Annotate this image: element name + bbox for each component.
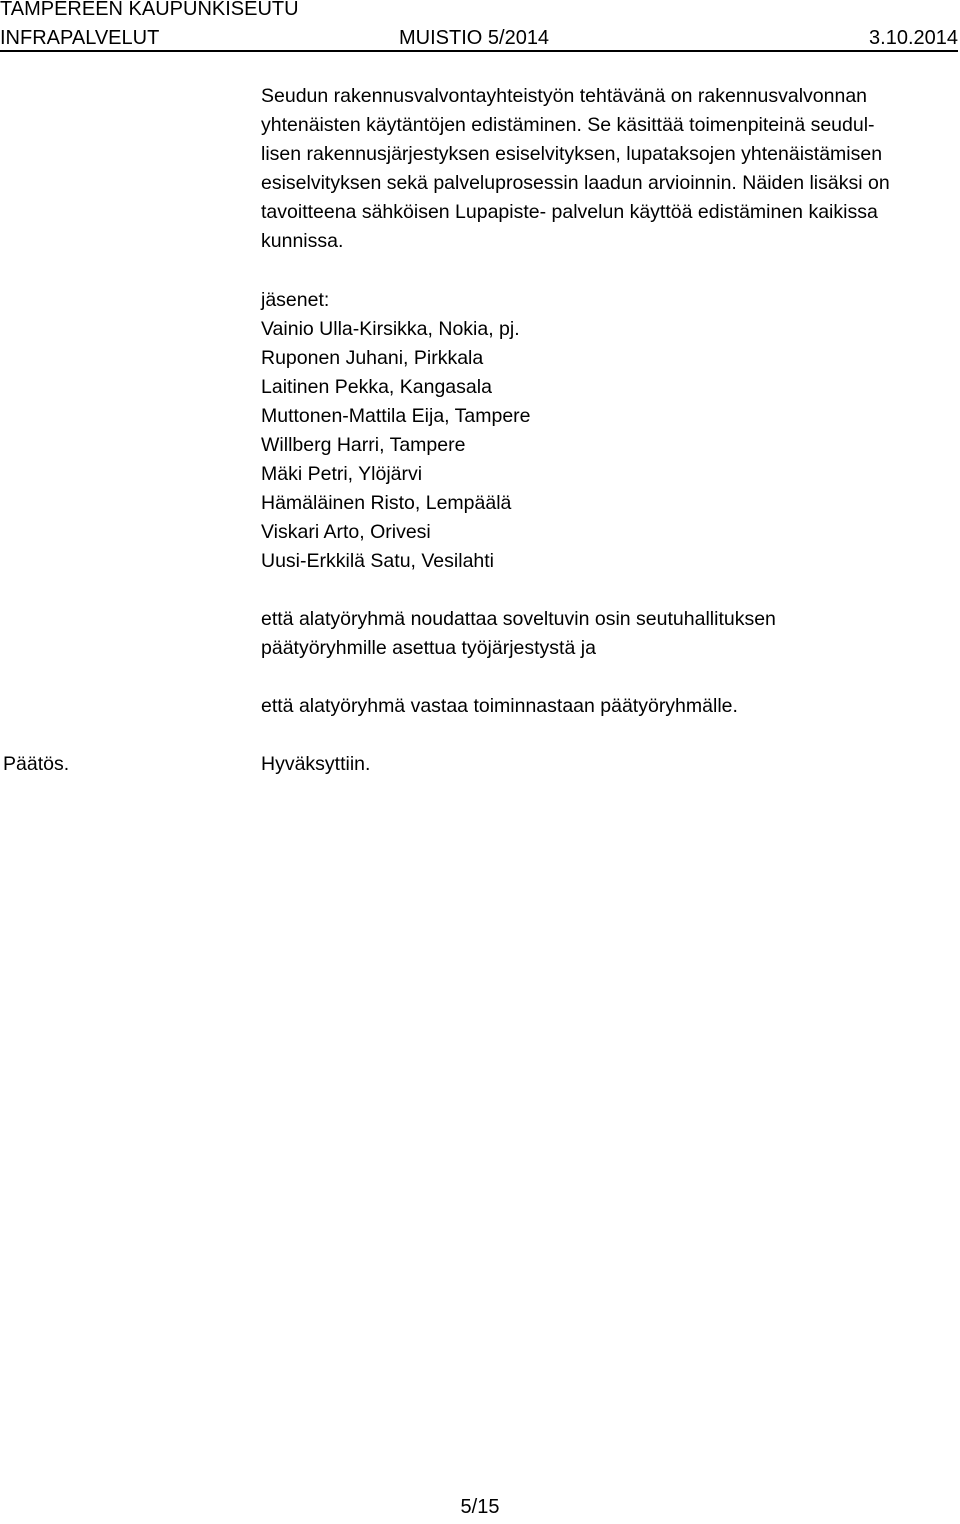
header-organization: TAMPEREEN KAUPUNKISEUTU <box>0 0 299 20</box>
members-list <box>261 315 960 576</box>
header-divider <box>0 50 958 52</box>
intro-line: lisen rakennusjärjestyksen esiselvityksen, lupataksojen yhtenäistämisen <box>261 143 883 165</box>
intro-line: tavoitteena sähköisen Lupapiste- palvelun käyttöä edistäminen kaikissa <box>261 201 878 223</box>
condition-paragraph <box>261 605 960 663</box>
decision-text: Hyväksyttiin. <box>261 753 371 775</box>
condition-line: että alatyöryhmä noudattaa soveltuvin osin seutuhallituksen <box>261 608 776 630</box>
member-item: Laitinen Pekka, Kangasala <box>261 376 492 398</box>
header-document-id: MUISTIO 5/2014 <box>399 27 550 49</box>
member-item: Mäki Petri, Ylöjärvi <box>261 463 423 485</box>
intro-line: yhtenäisten käytäntöjen edistäminen. Se käsittää toimenpiteinä seudul- <box>261 114 875 136</box>
decision-label: Päätös. <box>3 753 70 775</box>
member-item: Willberg Harri, Tampere <box>261 434 466 456</box>
intro-paragraph <box>261 82 960 256</box>
header-department: INFRAPALVELUT <box>0 27 160 49</box>
intro-line: esiselvityksen sekä palveluprosessin laadun arvioinnin. Näiden lisäksi on <box>261 172 890 194</box>
members-label: jäsenet: <box>261 289 330 311</box>
member-item: Vainio Ulla-Kirsikka, Nokia, pj. <box>261 318 520 340</box>
member-item: Muttonen-Mattila Eija, Tampere <box>261 405 531 427</box>
intro-line: Seudun rakennusvalvontayhteistyön tehtävänä on rakennusvalvonnan <box>261 85 868 107</box>
header-date: 3.10.2014 <box>869 27 958 49</box>
member-item: Hämäläinen Risto, Lempäälä <box>261 492 512 514</box>
condition-line: päätyöryhmille asettua työjärjestystä ja <box>261 637 596 659</box>
page-number: 5/15 <box>460 1496 500 1518</box>
member-item: Viskari Arto, Orivesi <box>261 521 431 543</box>
member-item: Ruponen Juhani, Pirkkala <box>261 347 484 369</box>
member-item: Uusi-Erkkilä Satu, Vesilahti <box>261 550 495 572</box>
condition-paragraph: että alatyöryhmä vastaa toiminnastaan päätyöryhmälle. <box>261 695 738 717</box>
header-row <box>0 26 958 52</box>
intro-line: kunnissa. <box>261 230 344 252</box>
